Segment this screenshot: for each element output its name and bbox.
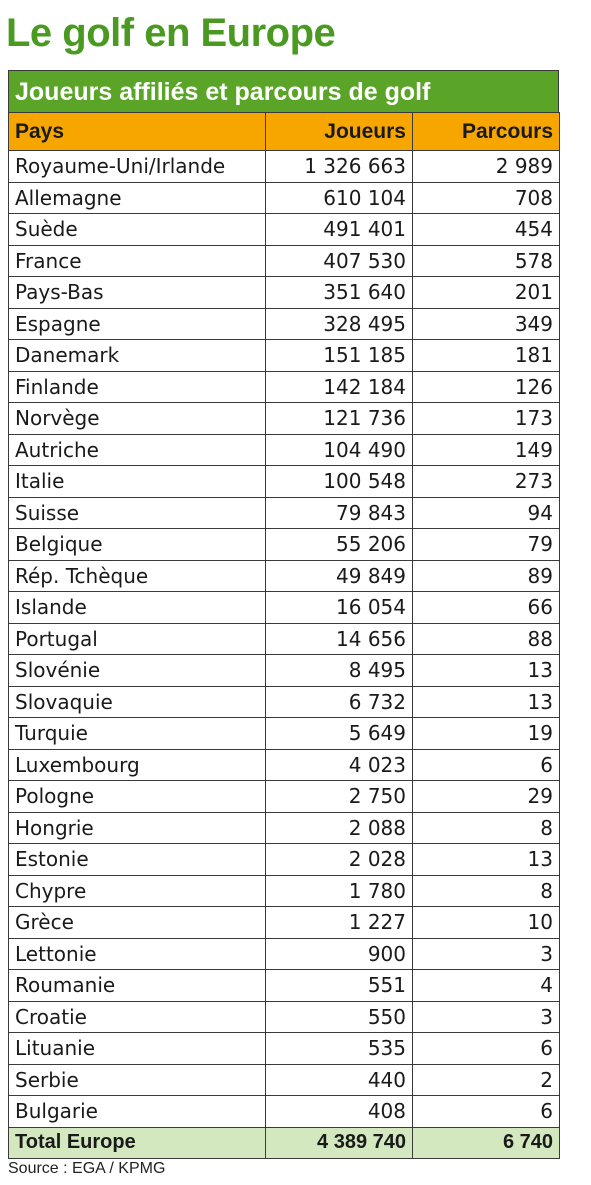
table-row [9,403,560,435]
table-row [9,812,560,844]
cell-pays: Autriche [9,434,266,466]
table-row [9,371,560,403]
cell-pays: Slovaquie [9,686,266,718]
cell-pays: Pologne [9,781,266,813]
cell-parcours: 13 [413,655,560,687]
table-row [9,151,560,183]
cell-parcours: 94 [413,497,560,529]
table-row [9,655,560,687]
table-row [9,623,560,655]
column-header-pays: Pays [9,113,266,151]
cell-pays: Serbie [9,1064,266,1096]
table-title: Joueurs affiliés et parcours de golf [8,70,559,112]
table-row [9,781,560,813]
cell-parcours: 273 [413,466,560,498]
table-row [9,308,560,340]
cell-pays: Espagne [9,308,266,340]
cell-parcours: 6 [413,1033,560,1065]
cell-joueurs: 900 [266,938,413,970]
table-row [9,844,560,876]
table-row [9,970,560,1002]
table-row [9,245,560,277]
cell-pays: Bulgarie [9,1096,266,1128]
cell-pays: Pays-Bas [9,277,266,309]
cell-parcours: 3 [413,938,560,970]
cell-parcours: 578 [413,245,560,277]
table-body [9,151,560,1128]
cell-pays: Norvège [9,403,266,435]
cell-pays: Lituanie [9,1033,266,1065]
cell-pays: France [9,245,266,277]
cell-parcours: 126 [413,371,560,403]
cell-joueurs: 408 [266,1096,413,1128]
cell-parcours: 181 [413,340,560,372]
cell-parcours: 13 [413,844,560,876]
table-row [9,560,560,592]
cell-parcours: 149 [413,434,560,466]
cell-joueurs: 1 780 [266,875,413,907]
cell-joueurs: 550 [266,1001,413,1033]
table-row [9,466,560,498]
table-row [9,214,560,246]
cell-pays: Danemark [9,340,266,372]
cell-joueurs: 535 [266,1033,413,1065]
column-header-parcours: Parcours [413,113,560,151]
cell-parcours: 29 [413,781,560,813]
cell-parcours: 19 [413,718,560,750]
table-row [9,938,560,970]
cell-joueurs: 407 530 [266,245,413,277]
table-row [9,907,560,939]
table-row [9,1096,560,1128]
cell-joueurs: 2 750 [266,781,413,813]
cell-joueurs: 491 401 [266,214,413,246]
cell-joueurs: 16 054 [266,592,413,624]
cell-joueurs: 551 [266,970,413,1002]
table-row [9,529,560,561]
source-note: Source : EGA / KPMG [8,1160,166,1177]
cell-joueurs: 1 326 663 [266,151,413,183]
cell-parcours: 6 [413,1096,560,1128]
total-parcours: 6 740 [413,1127,560,1158]
cell-pays: Allemagne [9,182,266,214]
table-row [9,749,560,781]
cell-parcours: 173 [413,403,560,435]
table-row [9,497,560,529]
cell-pays: Rép. Tchèque [9,560,266,592]
table-row [9,1001,560,1033]
cell-pays: Hongrie [9,812,266,844]
cell-joueurs: 2 028 [266,844,413,876]
cell-joueurs: 440 [266,1064,413,1096]
cell-pays: Luxembourg [9,749,266,781]
cell-pays: Lettonie [9,938,266,970]
table-row [9,340,560,372]
cell-parcours: 89 [413,560,560,592]
cell-pays: Italie [9,466,266,498]
table-row [9,686,560,718]
cell-joueurs: 1 227 [266,907,413,939]
table-row [9,434,560,466]
table-row [9,1064,560,1096]
cell-pays: Turquie [9,718,266,750]
cell-joueurs: 79 843 [266,497,413,529]
cell-pays: Suisse [9,497,266,529]
cell-joueurs: 14 656 [266,623,413,655]
cell-pays: Suède [9,214,266,246]
cell-parcours: 13 [413,686,560,718]
cell-joueurs: 8 495 [266,655,413,687]
golf-table [8,112,560,1159]
total-joueurs: 4 389 740 [266,1127,413,1158]
cell-pays: Slovénie [9,655,266,687]
cell-parcours: 8 [413,812,560,844]
cell-parcours: 708 [413,182,560,214]
cell-parcours: 349 [413,308,560,340]
cell-joueurs: 55 206 [266,529,413,561]
table-row [9,875,560,907]
cell-parcours: 3 [413,1001,560,1033]
cell-joueurs: 100 548 [266,466,413,498]
cell-pays: Roumanie [9,970,266,1002]
cell-pays: Belgique [9,529,266,561]
cell-parcours: 6 [413,749,560,781]
cell-joueurs: 328 495 [266,308,413,340]
cell-pays: Portugal [9,623,266,655]
cell-joueurs: 121 736 [266,403,413,435]
table-row [9,182,560,214]
cell-parcours: 10 [413,907,560,939]
page-title: Le golf en Europe [6,11,336,55]
cell-parcours: 454 [413,214,560,246]
cell-parcours: 66 [413,592,560,624]
cell-joueurs: 151 185 [266,340,413,372]
cell-parcours: 2 989 [413,151,560,183]
cell-parcours: 2 [413,1064,560,1096]
cell-pays: Croatie [9,1001,266,1033]
cell-pays: Grèce [9,907,266,939]
cell-joueurs: 104 490 [266,434,413,466]
cell-parcours: 88 [413,623,560,655]
total-row [9,1127,560,1158]
cell-parcours: 201 [413,277,560,309]
cell-joueurs: 49 849 [266,560,413,592]
golf-table-container [8,70,559,1159]
cell-pays: Finlande [9,371,266,403]
table-row [9,592,560,624]
cell-parcours: 8 [413,875,560,907]
cell-parcours: 79 [413,529,560,561]
column-header-joueurs: Joueurs [266,113,413,151]
header-row [9,113,560,151]
total-label: Total Europe [9,1127,266,1158]
cell-parcours: 4 [413,970,560,1002]
cell-joueurs: 6 732 [266,686,413,718]
cell-pays: Chypre [9,875,266,907]
table-row [9,277,560,309]
cell-joueurs: 4 023 [266,749,413,781]
cell-joueurs: 610 104 [266,182,413,214]
cell-pays: Islande [9,592,266,624]
table-row [9,1033,560,1065]
table-row [9,718,560,750]
cell-joueurs: 5 649 [266,718,413,750]
cell-joueurs: 351 640 [266,277,413,309]
cell-pays: Estonie [9,844,266,876]
cell-joueurs: 142 184 [266,371,413,403]
cell-joueurs: 2 088 [266,812,413,844]
cell-pays: Royaume-Uni/Irlande [9,151,266,183]
